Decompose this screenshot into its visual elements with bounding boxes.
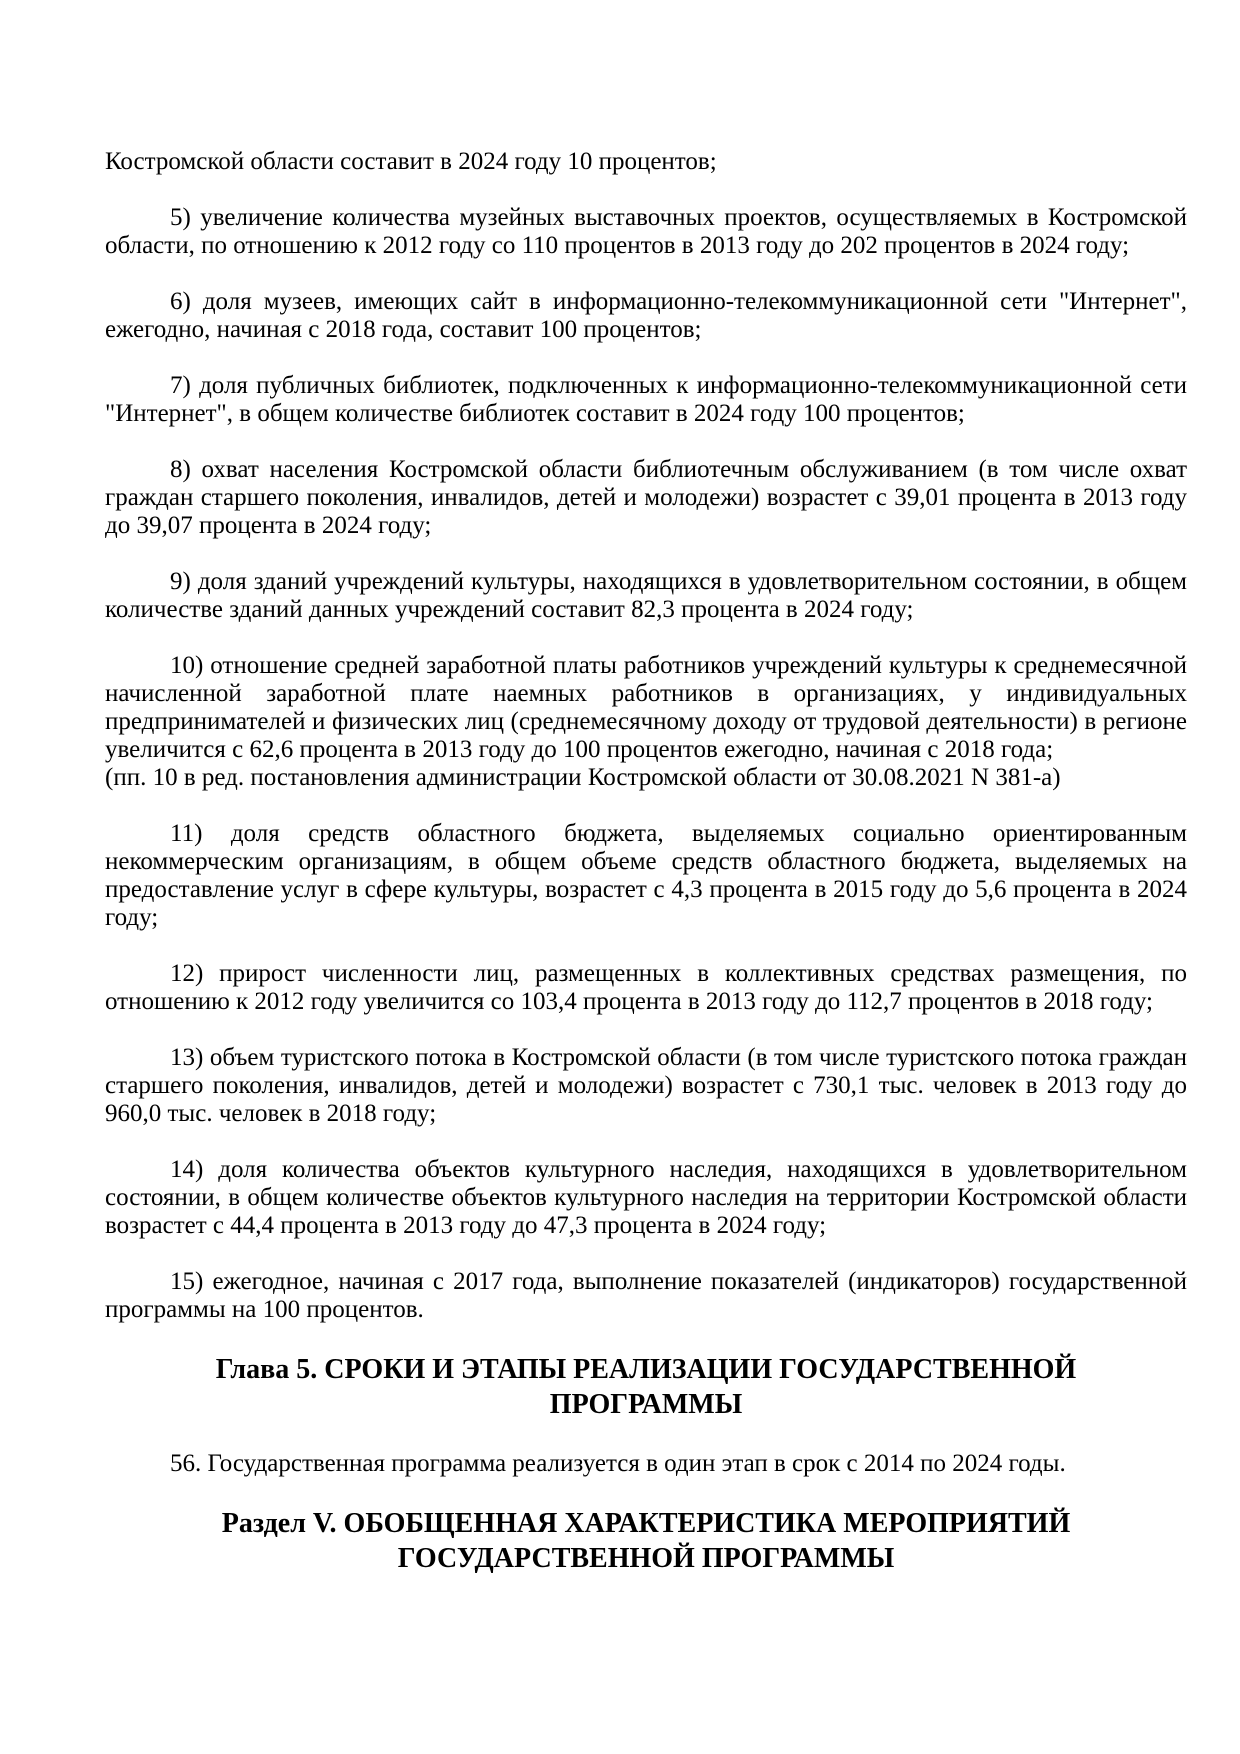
paragraph-item-12: 12) прирост численности лиц, размещенных в коллективных средствах размещения, по отношению к 2012 году увеличится со 103,4 процента в 2013 году до 112,7 процентов в 2018 году; bbox=[105, 960, 1187, 1015]
paragraph-item-9: 9) доля зданий учреждений культуры, находящихся в удовлетворительном состоянии, в общем количестве зданий данных учреждений составит 82,3 процента в 2024 году; bbox=[105, 568, 1187, 623]
amendment-note: (пп. 10 в ред. постановления администрации Костромской области от 30.08.2021 N 381-а) bbox=[105, 764, 1061, 791]
chapter-5-heading: Глава 5. СРОКИ И ЭТАПЫ РЕАЛИЗАЦИИ ГОСУДАРСТВЕННОЙ ПРОГРАММЫ bbox=[215, 1354, 1077, 1420]
paragraph-item-7: 7) доля публичных библиотек, подключенных к информационно-телекоммуникационной сети "Интернет", в общем количестве библиотек составит в 2024 году 100 процентов; bbox=[105, 372, 1187, 427]
paragraph-item-13: 13) объем туристского потока в Костромской области (в том числе туристского потока граждан старшего поколения, инвалидов, детей и молодежи) возрастет с 730,1 тыс. человек в 2013 году до 960,0 тыс. человек в 2018 году; bbox=[105, 1044, 1187, 1127]
paragraph-item-15: 15) ежегодное, начиная с 2017 года, выполнение показателей (индикаторов) государственной программы на 100 процентов. bbox=[105, 1268, 1187, 1323]
paragraph-continuation: Костромской области составит в 2024 году 10 процентов; bbox=[105, 148, 717, 175]
paragraph-clause-56: 56. Государственная программа реализуется в один этап в срок с 2014 по 2024 годы. bbox=[170, 1450, 1066, 1477]
paragraph-item-11: 11) доля средств областного бюджета, выделяемых социально ориентированным некоммерческим организациям, в общем объеме средств областного бюджета, выделяемых на предоставление услуг в сфере культуры, возрастет с 4,3 процента в 2015 году до 5,6 процента в 2024 году; bbox=[105, 820, 1187, 931]
paragraph-item-5: 5) увеличение количества музейных выставочных проектов, осуществляемых в Костромской области, по отношению к 2012 году со 110 процентов в 2013 году до 202 процентов в 2024 году; bbox=[105, 204, 1187, 259]
paragraph-item-14: 14) доля количества объектов культурного наследия, находящихся в удовлетворительном состоянии, в общем количестве объектов культурного наследия на территории Костромской области возрастет с 44,4 процента в 2013 году до 47,3 процента в 2024 году; bbox=[105, 1156, 1187, 1239]
paragraph-item-8: 8) охват населения Костромской области библиотечным обслуживанием (в том числе охват граждан старшего поколения, инвалидов, детей и молодежи) возрастет с 39,01 процента в 2013 году до 39,07 процента в 2024 году; bbox=[105, 456, 1187, 539]
paragraph-item-10: 10) отношение средней заработной платы работников учреждений культуры к среднемесячной начисленной заработной плате наемных работников в организациях, у индивидуальных предпринимателей и физических лиц (среднемесячному доходу от трудовой деятельности) в регионе увеличится с 62,6 процента в 2013 году до 100 процентов ежегодно, начиная с 2018 года; bbox=[105, 652, 1187, 763]
paragraph-item-6: 6) доля музеев, имеющих сайт в информационно-телекоммуникационной сети "Интернет", ежегодно, начиная с 2018 года, составит 100 процентов; bbox=[105, 288, 1187, 343]
section-v-heading: Раздел V. ОБОБЩЕННАЯ ХАРАКТЕРИСТИКА МЕРОПРИЯТИЙ ГОСУДАРСТВЕННОЙ ПРОГРАММЫ bbox=[221, 1508, 1071, 1574]
